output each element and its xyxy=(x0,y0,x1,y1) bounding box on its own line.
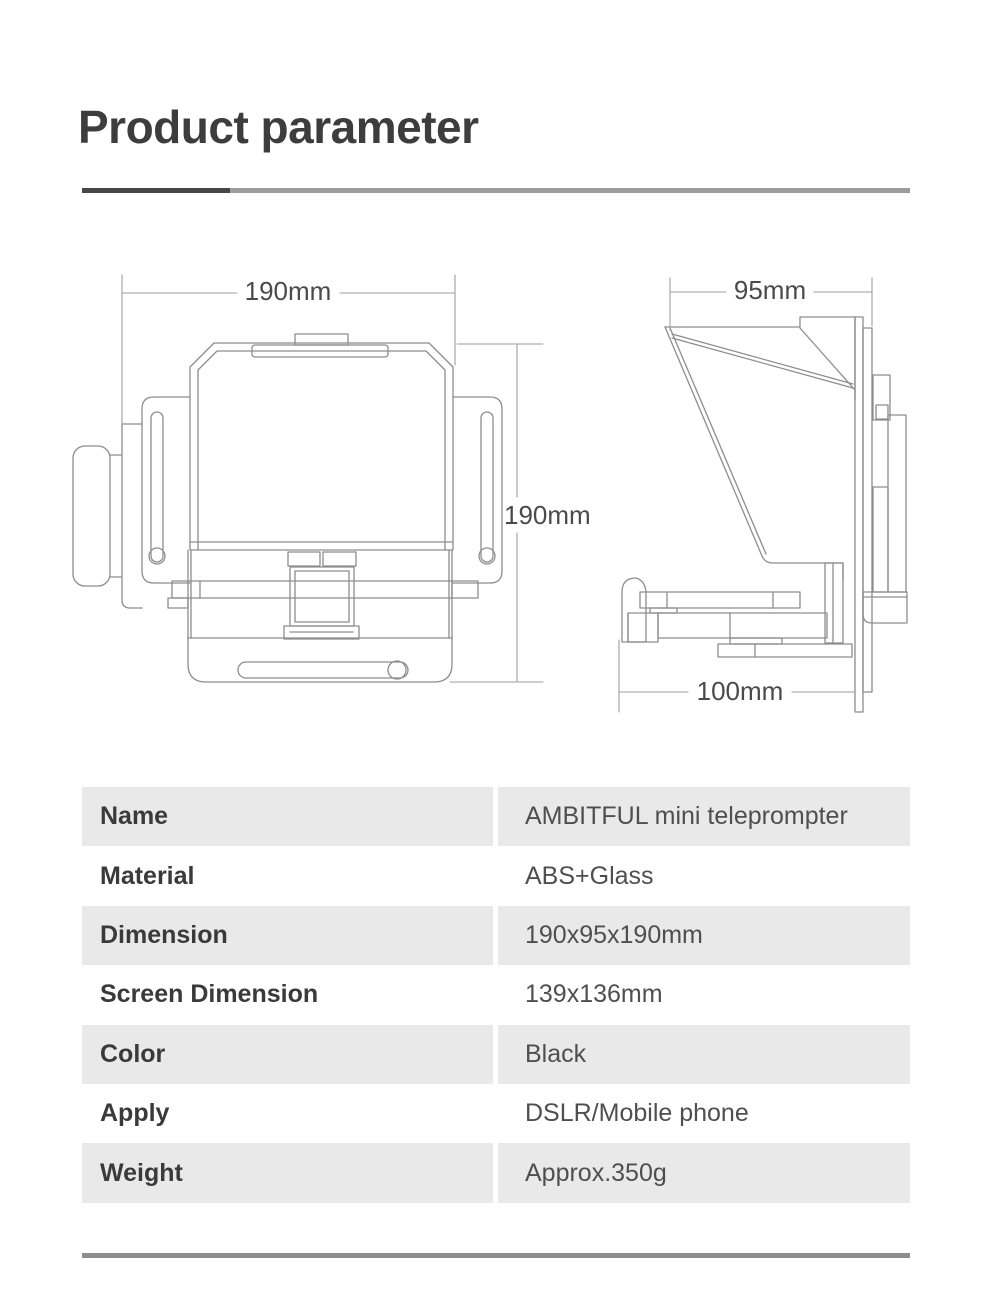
side-view-drawing xyxy=(619,275,907,712)
table-row xyxy=(82,787,910,846)
front-height-dimension-label: 190mm xyxy=(504,500,591,530)
bottom-divider-bar xyxy=(82,1253,910,1258)
spec-value-apply: DSLR/Mobile phone xyxy=(498,1084,910,1143)
spec-label-weight: Weight xyxy=(82,1143,493,1202)
spec-value-material: ABS+Glass xyxy=(498,846,910,905)
table-row xyxy=(82,1084,910,1143)
spec-value-dimension: 190x95x190mm xyxy=(498,906,910,965)
front-width-dimension-label: 190mm xyxy=(244,276,332,306)
table-row xyxy=(82,846,910,905)
spec-label-material: Material xyxy=(82,846,493,905)
spec-label-apply: Apply xyxy=(82,1084,493,1143)
spec-label-color: Color xyxy=(82,1025,493,1084)
side-base-dimension-label: 100mm xyxy=(696,676,784,706)
table-row xyxy=(82,1025,910,1084)
side-view-dimension-lines xyxy=(619,275,872,712)
spec-value-screen-dimension: 139x136mm xyxy=(498,965,910,1024)
spec-table xyxy=(82,787,910,1203)
spec-value-color: Black xyxy=(498,1025,910,1084)
page-title: Product parameter xyxy=(78,101,479,153)
front-view-drawing xyxy=(73,275,543,682)
front-view-dimension-lines xyxy=(122,275,543,682)
spec-label-dimension: Dimension xyxy=(82,906,493,965)
side-depth-dimension-label: 95mm xyxy=(733,275,807,305)
spec-label-screen-dimension: Screen Dimension xyxy=(82,965,493,1024)
spec-value-weight: Approx.350g xyxy=(498,1143,910,1202)
table-row xyxy=(82,1143,910,1202)
table-row xyxy=(82,965,910,1024)
table-row xyxy=(82,906,910,965)
spec-value-name: AMBITFUL mini teleprompter xyxy=(498,787,910,846)
spec-label-name: Name xyxy=(82,787,493,846)
